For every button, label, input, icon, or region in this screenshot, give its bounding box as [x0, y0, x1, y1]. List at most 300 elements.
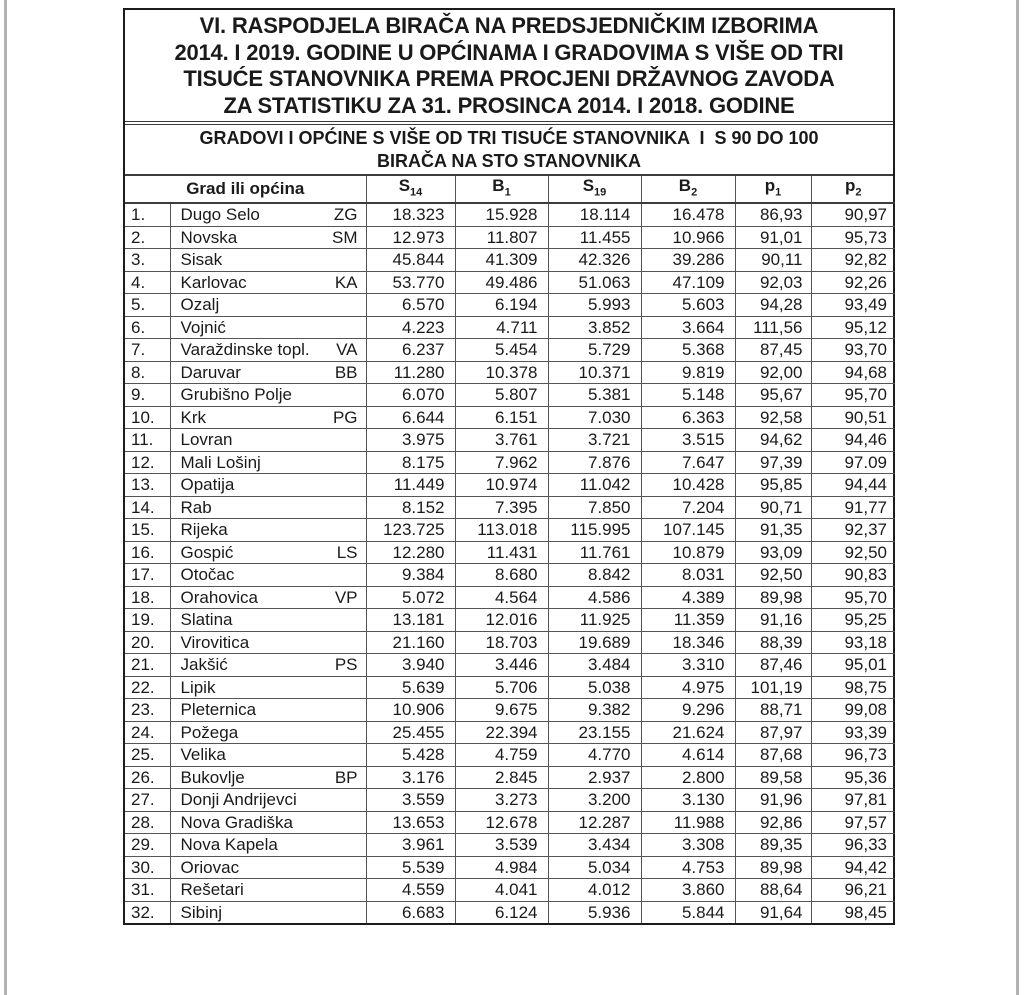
municipality-cell — [170, 879, 366, 902]
municipality-name: Pleternica — [180, 700, 257, 720]
b2-cell: 11.988 — [641, 811, 735, 834]
municipality-cell — [170, 474, 366, 497]
col-header-p1-main: p — [764, 176, 776, 195]
municipality-cell — [170, 609, 366, 632]
county-code: ZG — [333, 205, 358, 225]
row-number-cell: 15. — [125, 519, 170, 542]
row-number-cell: 11. — [125, 429, 170, 452]
row-number-cell: 31. — [125, 879, 170, 902]
row-number-cell: 24. — [125, 721, 170, 744]
s19-cell: 3.200 — [548, 789, 641, 812]
col-header-p2 — [811, 176, 895, 203]
b2-cell: 3.860 — [641, 879, 735, 902]
p2-cell: 97,81 — [811, 789, 895, 812]
table-body — [125, 203, 895, 923]
s19-cell: 10.371 — [548, 361, 641, 384]
municipality-name-wrap — [181, 655, 358, 675]
p2-cell: 95,70 — [811, 586, 895, 609]
b1-cell: 5.706 — [455, 676, 548, 699]
p1-cell: 91,35 — [735, 519, 811, 542]
municipality-name-wrap — [181, 768, 358, 788]
row-number-cell: 7. — [125, 339, 170, 362]
col-header-s14-sub: 14 — [410, 186, 423, 199]
s19-cell: 11.925 — [548, 609, 641, 632]
s14-cell: 11.449 — [366, 474, 455, 497]
b1-cell: 12.016 — [455, 609, 548, 632]
s14-cell: 10.906 — [366, 699, 455, 722]
p2-cell: 95,01 — [811, 654, 895, 677]
table-row — [125, 789, 895, 812]
p2-cell: 92,26 — [811, 271, 895, 294]
municipality-name-wrap — [181, 295, 358, 315]
p2-cell: 95,12 — [811, 316, 895, 339]
s19-cell: 19.689 — [548, 631, 641, 654]
subtitle-line-2: BIRAČA NA STO STANOVNIKA — [376, 151, 641, 171]
s14-cell: 3.176 — [366, 766, 455, 789]
table-row — [125, 766, 895, 789]
table-row — [125, 811, 895, 834]
s19-cell: 3.484 — [548, 654, 641, 677]
s14-cell: 21.160 — [366, 631, 455, 654]
p2-cell: 97.09 — [811, 451, 895, 474]
p2-cell: 92,82 — [811, 249, 895, 272]
municipality-name-wrap — [181, 318, 358, 338]
municipality-name-wrap — [181, 610, 358, 630]
col-header-b2-main: B — [678, 176, 692, 195]
p2-cell: 97,57 — [811, 811, 895, 834]
municipality-name-wrap — [181, 430, 358, 450]
row-number-cell: 18. — [125, 586, 170, 609]
municipality-name: Dugo Selo — [180, 205, 260, 225]
s19-cell: 7.876 — [548, 451, 641, 474]
col-header-s14-main: S — [398, 176, 411, 195]
s14-cell: 8.152 — [366, 496, 455, 519]
municipality-cell — [170, 654, 366, 677]
b1-cell: 4.711 — [455, 316, 548, 339]
s19-cell: 9.382 — [548, 699, 641, 722]
municipality-cell — [170, 361, 366, 384]
p2-cell: 90,97 — [811, 203, 895, 226]
row-number-cell: 2. — [125, 226, 170, 249]
b1-cell: 7.962 — [455, 451, 548, 474]
col-header-b2-sub: 2 — [691, 186, 698, 199]
row-number-cell: 13. — [125, 474, 170, 497]
s19-cell: 5.729 — [548, 339, 641, 362]
municipality-name-wrap — [181, 633, 358, 653]
p1-cell: 88,39 — [735, 631, 811, 654]
col-header-p1-sub: 1 — [775, 186, 782, 199]
municipality-cell — [170, 496, 366, 519]
p2-cell: 93,39 — [811, 721, 895, 744]
municipality-cell — [170, 451, 366, 474]
b1-cell: 6.124 — [455, 901, 548, 923]
s19-cell: 5.936 — [548, 901, 641, 923]
s19-cell: 23.155 — [548, 721, 641, 744]
s14-cell: 18.323 — [366, 203, 455, 226]
b1-cell: 6.194 — [455, 294, 548, 317]
b2-cell: 10.966 — [641, 226, 735, 249]
p1-cell: 91,64 — [735, 901, 811, 923]
b2-cell: 3.130 — [641, 789, 735, 812]
s19-cell: 5.993 — [548, 294, 641, 317]
table-row — [125, 429, 895, 452]
page-scan-edge-left — [4, 0, 7, 995]
municipality-name: Nova Kapela — [180, 835, 278, 855]
row-number-cell: 3. — [125, 249, 170, 272]
municipality-name: Požega — [180, 722, 239, 742]
s19-cell: 11.761 — [548, 541, 641, 564]
p2-cell: 96,73 — [811, 744, 895, 767]
row-number-cell: 20. — [125, 631, 170, 654]
p1-cell: 94,62 — [735, 429, 811, 452]
s19-cell: 2.937 — [548, 766, 641, 789]
b1-cell: 4.759 — [455, 744, 548, 767]
municipality-name: Donji Andrijevci — [180, 790, 297, 810]
municipality-name-wrap — [181, 790, 358, 810]
municipality-name: Mali Lošinj — [180, 452, 261, 472]
b2-cell: 39.286 — [641, 249, 735, 272]
row-number-cell: 1. — [125, 203, 170, 226]
p2-cell: 95,70 — [811, 384, 895, 407]
municipality-cell — [170, 789, 366, 812]
municipality-name-wrap — [181, 678, 358, 698]
municipality-cell — [170, 203, 366, 226]
table-row — [125, 406, 895, 429]
municipality-cell — [170, 519, 366, 542]
county-code: SM — [332, 227, 358, 247]
b2-cell: 3.664 — [641, 316, 735, 339]
p1-cell: 95,67 — [735, 384, 811, 407]
table-row — [125, 676, 895, 699]
municipality-name-wrap — [181, 903, 358, 923]
title-line-2: 2014. I 2019. GODINE U OPĆINAMA I GRADOVIMA S VIŠE OD TRI — [174, 39, 844, 65]
p1-cell: 87,97 — [735, 721, 811, 744]
table-row — [125, 721, 895, 744]
p1-cell: 91,16 — [735, 609, 811, 632]
county-code: LS — [336, 542, 358, 562]
row-number-cell: 4. — [125, 271, 170, 294]
municipality-cell — [170, 271, 366, 294]
row-number-cell: 5. — [125, 294, 170, 317]
s19-cell: 51.063 — [548, 271, 641, 294]
municipality-name-wrap — [181, 453, 358, 473]
s14-cell: 45.844 — [366, 249, 455, 272]
s14-cell: 5.639 — [366, 676, 455, 699]
municipality-name: Oriovac — [180, 857, 240, 877]
b1-cell: 8.680 — [455, 564, 548, 587]
b1-cell: 12.678 — [455, 811, 548, 834]
municipality-name-wrap — [181, 723, 358, 743]
p2-cell: 92,50 — [811, 541, 895, 564]
municipality-name: Otočac — [180, 565, 235, 585]
page-scan-edge-right — [1016, 0, 1019, 995]
table-row — [125, 316, 895, 339]
table-row — [125, 744, 895, 767]
municipality-cell — [170, 744, 366, 767]
row-number-cell: 19. — [125, 609, 170, 632]
p1-cell: 95,85 — [735, 474, 811, 497]
b1-cell: 7.395 — [455, 496, 548, 519]
b1-cell: 18.703 — [455, 631, 548, 654]
s14-cell: 3.559 — [366, 789, 455, 812]
municipality-name-wrap — [181, 543, 358, 563]
municipality-cell — [170, 834, 366, 857]
s14-cell: 13.181 — [366, 609, 455, 632]
table-row — [125, 384, 895, 407]
b2-cell: 8.031 — [641, 564, 735, 587]
b2-cell: 4.389 — [641, 586, 735, 609]
col-header-b1-sub: 1 — [504, 186, 511, 199]
s19-cell: 11.042 — [548, 474, 641, 497]
s14-cell: 9.384 — [366, 564, 455, 587]
s19-cell: 8.842 — [548, 564, 641, 587]
table-row — [125, 856, 895, 879]
col-header-b1 — [455, 176, 548, 203]
document-title — [125, 10, 893, 125]
municipality-name-wrap — [181, 498, 358, 518]
row-number-cell: 17. — [125, 564, 170, 587]
row-number-cell: 26. — [125, 766, 170, 789]
b2-cell: 5.368 — [641, 339, 735, 362]
municipality-name: Rijeka — [180, 520, 228, 540]
col-header-p2-sub: 2 — [855, 186, 862, 199]
s14-cell: 5.428 — [366, 744, 455, 767]
municipality-name: Lipik — [180, 677, 216, 697]
municipality-name-wrap — [181, 228, 358, 248]
municipality-name: Bukovlje — [180, 767, 245, 787]
table-row — [125, 339, 895, 362]
s19-cell: 5.381 — [548, 384, 641, 407]
p1-cell: 87,45 — [735, 339, 811, 362]
municipality-name: Vojnić — [180, 317, 226, 337]
municipality-name: Rab — [180, 497, 212, 517]
voters-table — [125, 176, 895, 923]
table-row — [125, 631, 895, 654]
s19-cell: 4.770 — [548, 744, 641, 767]
p1-cell: 89,35 — [735, 834, 811, 857]
b1-cell: 11.431 — [455, 541, 548, 564]
table-row — [125, 451, 895, 474]
municipality-name: Grubišno Polje — [180, 385, 293, 405]
p1-cell: 90,11 — [735, 249, 811, 272]
municipality-cell — [170, 721, 366, 744]
p2-cell: 95,36 — [811, 766, 895, 789]
b2-cell: 9.819 — [641, 361, 735, 384]
table-row — [125, 496, 895, 519]
municipality-name-wrap — [181, 813, 358, 833]
municipality-cell — [170, 339, 366, 362]
row-number-cell: 16. — [125, 541, 170, 564]
table-header-row — [125, 176, 895, 203]
b1-cell: 41.309 — [455, 249, 548, 272]
b1-cell: 113.018 — [455, 519, 548, 542]
title-line-3: TISUĆE STANOVNIKA PREMA PROCJENI DRŽAVNOG ZAVODA — [183, 66, 835, 91]
b1-cell: 22.394 — [455, 721, 548, 744]
b1-cell: 4.984 — [455, 856, 548, 879]
p2-cell: 92,37 — [811, 519, 895, 542]
p2-cell: 91,77 — [811, 496, 895, 519]
municipality-name: Varaždinske topl. — [180, 340, 310, 360]
municipality-name-wrap — [181, 588, 358, 608]
municipality-cell — [170, 586, 366, 609]
county-code: VA — [336, 340, 358, 360]
b1-cell: 3.446 — [455, 654, 548, 677]
municipality-name: Daruvar — [180, 362, 241, 382]
b2-cell: 3.515 — [641, 429, 735, 452]
s14-cell: 3.940 — [366, 654, 455, 677]
table-row — [125, 564, 895, 587]
municipality-name: Novska — [180, 227, 238, 247]
row-number-cell: 8. — [125, 361, 170, 384]
county-code: VP — [334, 587, 358, 607]
s14-cell: 12.280 — [366, 541, 455, 564]
row-number-cell: 10. — [125, 406, 170, 429]
s19-cell: 3.434 — [548, 834, 641, 857]
s19-cell: 11.455 — [548, 226, 641, 249]
p1-cell: 92,86 — [735, 811, 811, 834]
table-row — [125, 271, 895, 294]
municipality-name-wrap — [181, 745, 358, 765]
municipality-name: Sisak — [180, 250, 223, 270]
table-row — [125, 249, 895, 272]
p1-cell: 86,93 — [735, 203, 811, 226]
s14-cell: 5.539 — [366, 856, 455, 879]
row-number-cell: 28. — [125, 811, 170, 834]
municipality-cell — [170, 541, 366, 564]
municipality-cell — [170, 676, 366, 699]
p1-cell: 89,98 — [735, 856, 811, 879]
s19-cell: 18.114 — [548, 203, 641, 226]
p1-cell: 91,01 — [735, 226, 811, 249]
municipality-name-wrap — [181, 475, 358, 495]
s14-cell: 6.683 — [366, 901, 455, 923]
col-header-b2 — [641, 176, 735, 203]
row-number-cell: 25. — [125, 744, 170, 767]
col-header-grad-ili-opcina: Grad ili općina — [125, 176, 366, 203]
municipality-cell — [170, 384, 366, 407]
s19-cell: 5.034 — [548, 856, 641, 879]
s14-cell: 3.961 — [366, 834, 455, 857]
s14-cell: 123.725 — [366, 519, 455, 542]
p1-cell: 93,09 — [735, 541, 811, 564]
county-code: BB — [334, 362, 358, 382]
municipality-name: Ozalj — [180, 295, 220, 315]
p2-cell: 95,25 — [811, 609, 895, 632]
p1-cell: 92,00 — [735, 361, 811, 384]
municipality-cell — [170, 226, 366, 249]
p1-cell: 89,98 — [735, 586, 811, 609]
row-number-cell: 32. — [125, 901, 170, 923]
municipality-cell — [170, 406, 366, 429]
municipality-cell — [170, 811, 366, 834]
municipality-cell — [170, 901, 366, 923]
s14-cell: 13.653 — [366, 811, 455, 834]
row-number-cell: 12. — [125, 451, 170, 474]
b2-cell: 4.975 — [641, 676, 735, 699]
row-number-cell: 21. — [125, 654, 170, 677]
municipality-name-wrap — [181, 273, 358, 293]
municipality-name: Nova Gradiška — [180, 812, 293, 832]
col-header-s19-sub: 19 — [594, 186, 607, 199]
b1-cell: 6.151 — [455, 406, 548, 429]
p1-cell: 90,71 — [735, 496, 811, 519]
col-header-s19 — [548, 176, 641, 203]
municipality-name-wrap — [181, 385, 358, 405]
b2-cell: 6.363 — [641, 406, 735, 429]
municipality-cell — [170, 429, 366, 452]
b2-cell: 107.145 — [641, 519, 735, 542]
county-code: BP — [334, 767, 358, 787]
b2-cell: 10.879 — [641, 541, 735, 564]
col-header-s19-main: S — [582, 176, 595, 195]
municipality-cell — [170, 294, 366, 317]
s19-cell: 3.852 — [548, 316, 641, 339]
p2-cell: 94,68 — [811, 361, 895, 384]
municipality-name: Orahovica — [180, 587, 258, 607]
b2-cell: 2.800 — [641, 766, 735, 789]
p2-cell: 90,83 — [811, 564, 895, 587]
b1-cell: 15.928 — [455, 203, 548, 226]
municipality-cell — [170, 856, 366, 879]
p2-cell: 96,33 — [811, 834, 895, 857]
p1-cell: 92,03 — [735, 271, 811, 294]
municipality-name-wrap — [181, 880, 358, 900]
p1-cell: 94,28 — [735, 294, 811, 317]
municipality-name-wrap — [181, 565, 358, 585]
p1-cell: 111,56 — [735, 316, 811, 339]
row-number-cell: 23. — [125, 699, 170, 722]
table-row — [125, 901, 895, 923]
p2-cell: 96,21 — [811, 879, 895, 902]
b2-cell: 5.844 — [641, 901, 735, 923]
municipality-name-wrap — [181, 250, 358, 270]
municipality-name: Slatina — [180, 610, 233, 630]
b2-cell: 16.478 — [641, 203, 735, 226]
s19-cell: 12.287 — [548, 811, 641, 834]
table-row — [125, 203, 895, 226]
county-code: KA — [334, 272, 358, 292]
row-number-cell: 22. — [125, 676, 170, 699]
b1-cell: 3.273 — [455, 789, 548, 812]
col-header-b1-main: B — [492, 176, 505, 195]
col-header-p2-main: p — [844, 176, 856, 195]
row-number-cell: 30. — [125, 856, 170, 879]
municipality-cell — [170, 631, 366, 654]
s14-cell: 3.975 — [366, 429, 455, 452]
p1-cell: 101,19 — [735, 676, 811, 699]
p2-cell: 94,44 — [811, 474, 895, 497]
municipality-name: Rešetari — [180, 880, 244, 900]
b1-cell: 5.807 — [455, 384, 548, 407]
b1-cell: 3.761 — [455, 429, 548, 452]
row-number-cell: 6. — [125, 316, 170, 339]
table-row — [125, 541, 895, 564]
b2-cell: 47.109 — [641, 271, 735, 294]
b1-cell: 4.041 — [455, 879, 548, 902]
b2-cell: 18.346 — [641, 631, 735, 654]
s14-cell: 53.770 — [366, 271, 455, 294]
subtitle-line-1: GRADOVI I OPĆINE S VIŠE OD TRI TISUĆE STANOVNIKA I S 90 DO 100 — [199, 128, 819, 148]
table-row — [125, 654, 895, 677]
b1-cell: 5.454 — [455, 339, 548, 362]
s14-cell: 6.070 — [366, 384, 455, 407]
title-line-4: ZA STATISTIKU ZA 31. PROSINCA 2014. I 2018. GODINE — [223, 92, 795, 118]
municipality-name: Sibinj — [180, 902, 223, 922]
municipality-name: Opatija — [180, 475, 235, 495]
p1-cell: 97,39 — [735, 451, 811, 474]
municipality-cell — [170, 766, 366, 789]
s14-cell: 6.570 — [366, 294, 455, 317]
